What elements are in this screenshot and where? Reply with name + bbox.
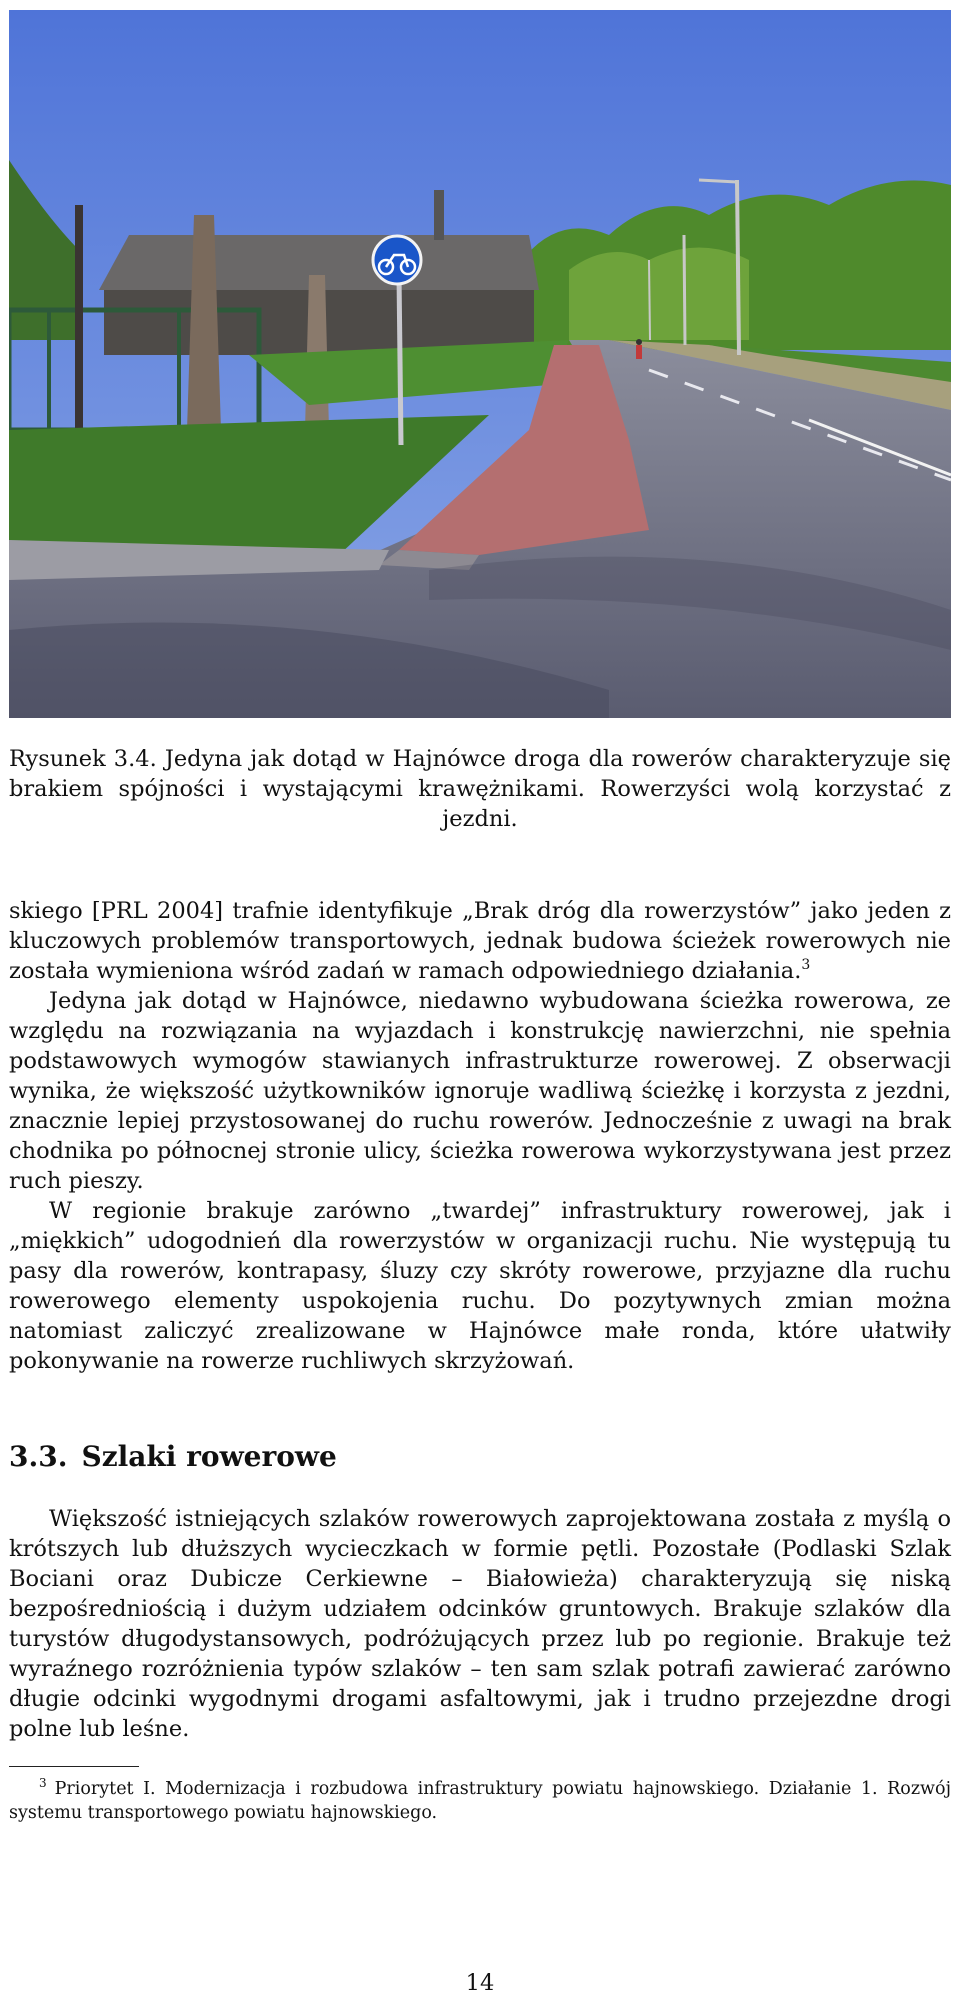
footnote-marker: 3 bbox=[39, 1776, 47, 1790]
footnote-ref[interactable]: 3 bbox=[801, 957, 811, 973]
section-heading bbox=[9, 1440, 951, 1474]
bicycle-sign-icon bbox=[373, 236, 421, 284]
body-text bbox=[9, 896, 951, 1376]
page-number: 14 bbox=[465, 1970, 495, 1996]
paragraph: Większość istniejących szlaków rowerowych zaprojektowana została z myślą o krótszych lub dłuższych wycieczkach w formie pętli. Pozostałe (Podlaski Szlak Bociani oraz Dubicze Cerkiewne – Białowieża) charakteryzują się niską bezpośredniością i dużym udziałem odcinków gruntowych. Brakuje szlaków dla turystów długodystansowych, podróżujących przez lub po regionie. Brakuje też wyraźnego rozróżnienia typów szlaków – ten sam szlak potrafi zawierać zarówno długie odcinki wygodnymi drogami asfaltowymi, jak i trudno przejezdne drogi polne lub leśne. bbox=[9, 1506, 951, 1742]
lamp-post bbox=[737, 180, 739, 355]
utility-pole bbox=[75, 205, 83, 435]
section-number: 3.3. bbox=[9, 1440, 68, 1473]
photo-illustration bbox=[9, 10, 951, 718]
sign-pole bbox=[399, 275, 401, 445]
figure-photo bbox=[9, 10, 951, 718]
section-title: Szlaki rowerowe bbox=[81, 1440, 337, 1473]
paragraph-continuation: skiego [PRL 2004] trafnie identyfikuje „Brak dróg dla rowerzystów” jako jeden z kluczowych problemów transportowych, jednak budowa ścieżek rowerowych nie została wymieniona wśród zadań w ramach odpowiedniego działania.$^3$ bbox=[9, 898, 951, 984]
document-page bbox=[9, 10, 951, 1825]
footnote-text: Priorytet I. Modernizacja i rozbudowa infrastruktury powiatu hajnowskiego. Działanie 1. Rozwój systemu transportowego powiatu hajnowskiego. bbox=[9, 1779, 951, 1823]
figure-caption: Rysunek 3.4. Jedyna jak dotąd w Hajnówce droga dla rowerów charakteryzuje się brakiem spójności i wystającymi krawężnikami. Rowerzyści wolą korzystać z jezdni. bbox=[9, 746, 951, 832]
paragraph: W regionie brakuje zarówno „twardej” infrastruktury rowerowej, jak i „miękkich” udogodnień dla rowerzystów w organizacji ruchu. Nie występują tu pasy dla rowerów, kontrapasy, śluzy czy skróty rowerowe, przyjazne dla ruchu rowerowego elementy uspokojenia ruchu. Do pozytywnych zmian można natomiast zaliczyć zrealizowane w Hajnówce małe ronda, które ułatwiły pokonywanie na rowerze ruchliwych skrzyżowań. bbox=[9, 1198, 951, 1374]
footnote bbox=[9, 1777, 951, 1825]
section-body bbox=[9, 1504, 951, 1744]
cyclist bbox=[636, 345, 642, 359]
footnote-divider bbox=[9, 1766, 139, 1767]
paragraph: Jedyna jak dotąd w Hajnówce, niedawno wybudowana ścieżka rowerowa, ze względu na rozwiązania na wyjazdach i konstrukcję nawierzchni, nie spełnia podstawowych wymogów stawianych infrastrukturze rowerowej. Z obserwacji wynika, że większość użytkowników ignoruje wadliwą ścieżkę i korzysta z jezdni, znacznie lepiej przystosowanej do ruchu rowerów. Jednocześnie z uwagi na brak chodnika po północnej stronie ulicy, ścieżka rowerowa wykorzystywana jest przez ruch pieszy. bbox=[9, 988, 951, 1194]
